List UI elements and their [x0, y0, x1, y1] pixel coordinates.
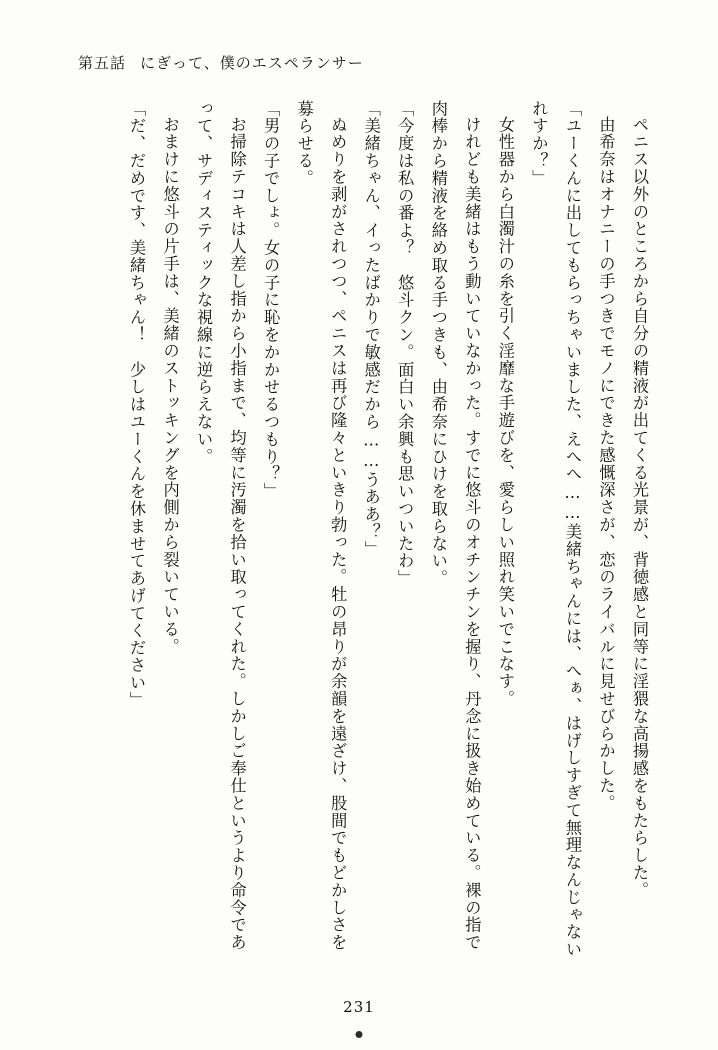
- paragraph: ペニス以外のところから自分の精液が出てくる光景が、背徳感と同等に淫猥な高揚感をもたらした。: [630, 116, 649, 900]
- paragraph: 「だ、だめです、美緒ちゃん！ 少しはユーくんを休ませてあげてください」: [127, 100, 147, 709]
- paragraph: ぬめりを剥がされつつ、ペニスは再び隆々といきり勃った。牡の昂りが余韻を遠ざけ、股間でもどかしさを募らせる。: [294, 100, 348, 952]
- paragraph: 由希奈はオナニーの手つきでモノにできた感慨深さが、恋のライバルに見せびらかした。: [596, 116, 616, 813]
- paragraph: 「ユーくんに出してもらっちゃいました、えへへ……美緒ちゃんには、へぁ、はげしすぎて無理なんじゃないれすか？」: [529, 100, 582, 959]
- paragraph: お掃除テコキは人差し指から小指まで、均等に汚濁を拾い取ってくれた。しかしご奉仕というより命令であって、サディスティックな視線に逆らえない。: [194, 100, 247, 952]
- chapter-title: にぎって、僕のエスペランサー: [140, 54, 364, 72]
- chapter-number: 第五話: [78, 54, 127, 72]
- paragraph: 「美緒ちゃん、イったばかりで敏感だから……うああ？」: [361, 100, 381, 558]
- page-body-text: [70, 100, 656, 960]
- footer-dot-ornament: [356, 1031, 363, 1038]
- chapter-header: [78, 52, 364, 73]
- paragraph: おまけに悠斗の片手は、美緒のストッキングを内側から裂いている。: [160, 116, 180, 656]
- paragraph: 「男の子でしょ。女の子に恥をかかせるつもり？」: [261, 100, 281, 501]
- page-number: 231: [343, 998, 375, 1016]
- paragraph: 女性器から白濁汁の糸を引く淫靡な手遊びを、愛らしい照れ笑いでこなす。: [495, 116, 515, 708]
- paragraph: けれども美緒はもう動いていなかった。すでに悠斗のオチンチンを握り、丹念に扱き始めている。裸の指で肉棒から精液を絡め取る手つきも、由希奈にひけを取らない。: [428, 100, 482, 952]
- paragraph: 「今度は私の番よ？ 悠斗クン。面白い余興も思いついたわ」: [395, 100, 415, 588]
